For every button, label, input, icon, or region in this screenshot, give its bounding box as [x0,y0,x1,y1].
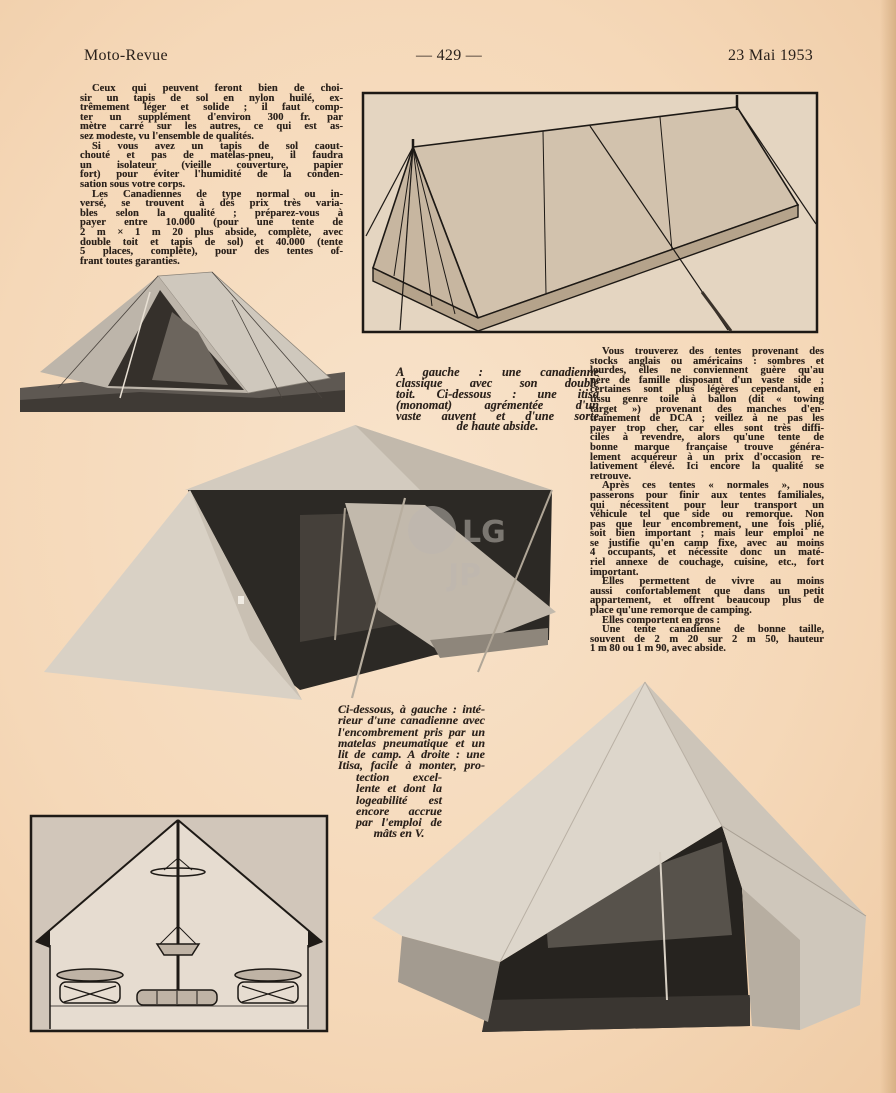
text-line: lourdes, elles ne conviennent guère qu'au [590,365,824,377]
text-line: sir un tapis de sol en nylon huilé, ex- [80,92,343,104]
caption-line: A gauche : une canadienne [396,365,599,379]
article-paragraph [590,347,824,481]
text-line: Elles comportent en gros : [602,614,721,626]
caption-line: de haute abside. [456,419,539,434]
text-line: lativement élevé. Ici encore la qualité se [590,461,824,473]
article-paragraph [590,625,824,654]
text-line: double toit et tapis de sol) et 40.000 (tente [80,236,343,248]
text-line: 4 occupants, et nécessite donc un maté- [590,547,824,559]
article-paragraph [590,577,824,615]
text-line: Elles permettent de vivre au moins [602,576,824,588]
text-line: 2 m × 1 m 20 plus abside, complète, avec [80,226,343,238]
text-line: un isolateur (vieille couverture, papier [80,159,343,171]
text-line: tissu genre toile à ballon (dit « towing [590,393,824,405]
text-line: 5 places, complète), pour des tentes of- [80,246,343,258]
text-line: lement acquéreur à un prix d'occasion re- [590,451,824,463]
article-paragraph [80,84,343,142]
text-line: Vous trouverez des tentes provenant des [602,346,824,357]
text-line: trêmement léger et solide ; il faut comp- [80,102,343,114]
text-line: sez modeste, vu l'ensemble de qualités. [80,130,254,142]
text-line: sation sous votre corps. [80,178,186,190]
text-line: certaines sont plus légères cependant, en [590,384,824,396]
text-line: bles selon la qualité ; préparez-vous à [80,207,343,219]
figure-itisa-awning-photo [44,425,556,700]
text-line: Les Canadiennes de type normal ou in- [92,188,343,200]
caption-line: tection excel- [356,770,442,784]
text-line: pas que leur encombrement, une fois plié, [590,518,824,530]
text-line: place qu'une remorque de camping. [590,605,752,617]
caption-line: rieur d'une canadienne avec [338,713,485,728]
text-line: mètre carré sur les autres, ce qui est as- [80,121,343,133]
text-line: ter un supplément d'environ 300 fr. par [80,111,343,123]
text-line: ciles à revendre, alors qu'une tente de [590,432,824,444]
text-line: Une tente canadienne de bonne taille, [602,624,824,636]
text-line: Après ces tentes « normales », nous [602,480,824,492]
text-line: versé, se trouvent à des prix très varia- [80,198,343,210]
text-line: stocks anglais ou américains : sombres et [590,355,824,367]
text-line: 1 m 80 ou 1 m 90, avec abside. [590,643,726,655]
text-line: souvent de 2 m 20 sur 2 m 50, hauteur [590,633,824,645]
text-line: qui nécessitent pour leur transport un [590,499,824,511]
text-line: riel annexe de couchage, cuisine, etc., fort [590,557,824,569]
tent-floor [482,995,750,1032]
article-paragraph [80,190,343,267]
text-line: Ceux qui peuvent feront bien de choi- [92,83,343,94]
text-line: chouté et pas de matelas-pneu, il faudra [80,150,343,162]
text-line: payer trop cher, car elles sont très diffi- [590,422,824,434]
text-line: payer entre 10.000 (pour une tente de [80,217,343,229]
watermark-circle [408,506,456,554]
air-mattress [137,990,217,1005]
publication-name: Moto-Revue [84,47,168,64]
figure-canadienne-drawing [363,93,817,332]
text-line: fort) pour éviter l'humidité de la conden- [80,169,343,181]
text-line: Si vous avez un tapis de sol caout- [92,140,343,152]
caption-line: logeabilité est [356,792,442,807]
text-line: appartement, et offrent beaucoup plus de [590,595,824,607]
article-paragraph [80,142,343,190]
text-line: soit bien important ; mais leur emploi ne [590,528,824,540]
caption-line: lente et dont la [356,781,442,796]
caption-line: classique avec son double [396,375,599,390]
caption-line: mâts en V. [373,826,425,841]
article-paragraph [590,481,824,577]
caption-line: Ci-dessous, à gauche : inté- [338,702,485,716]
text-line: target ») provenant des manches d'en- [590,403,824,415]
caption-line: toit. Ci-dessous : une itisa [396,386,599,401]
tag-patch [238,596,244,604]
caption-line: (monomat) agrémentée d'un [396,397,599,412]
right-column [590,347,824,654]
figure-canadienne-photo [20,272,345,412]
caption-top [396,367,599,432]
caption-line: par l'emploi de [356,815,442,830]
text-line: véhicule tel que side ou remorque. Non [590,509,824,521]
hanging-tray [157,944,199,955]
text-line: retrouve. [590,470,632,482]
caption-line: vaste auvent et d'une sorte [396,408,599,423]
page-edge-shadow [880,0,896,1093]
caption-bottom [338,704,485,772]
watermark-text-bottom: JP [448,558,482,593]
watermark-text-top: LG [462,515,506,550]
issue-date: 23 Mai 1953 [728,47,814,64]
camp-bed-top [235,969,301,981]
camp-bed-top [57,969,123,981]
left-column [80,84,343,266]
text-line: se justifie qu'en camp fixe, avec au moins [590,537,824,549]
caption-bottom-narrow [356,772,442,840]
text-line: père de famille disposant d'un vaste side ; [590,374,824,386]
caption-line: encore accrue [356,803,442,818]
text-line: important. [590,566,639,578]
text-line: traînement de DCA ; veillez à ne pas les [590,413,824,425]
caption-line: Itisa, facile à monter, pro- [338,758,485,773]
text-line: bonne marque française trouve généra- [590,441,824,453]
caption-line: l'encombrement pris par un [338,724,485,739]
text-line: aussi confortablement que dans un petit [590,585,824,597]
page-number: — 429 — [416,47,483,64]
caption-line: matelas pneumatique et un [338,735,485,750]
text-line: frant toutes garanties. [80,255,180,267]
text-line: passerons pour finir aux tentes familiales, [590,489,824,501]
caption-line: lit de camp. A droite : une [338,747,485,762]
figure-interior-diagram [31,816,327,1031]
